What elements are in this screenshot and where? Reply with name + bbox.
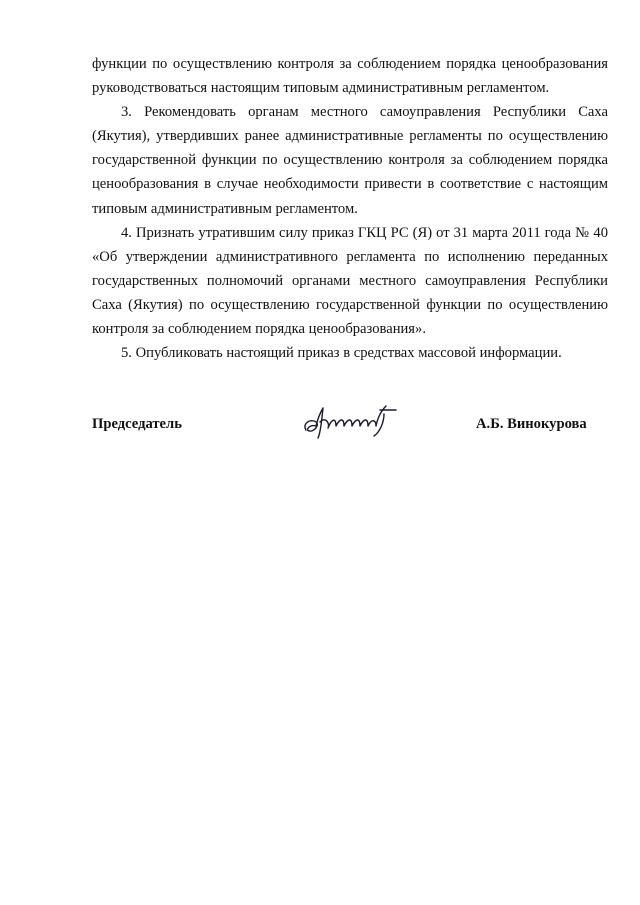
- signatory-name: А.Б. Винокурова: [476, 416, 587, 432]
- handwritten-signature: [300, 402, 404, 442]
- document-body: [92, 52, 608, 365]
- paragraph-item-3: 3. Рекомендовать органам местного самоуправления Республики Саха (Якутия), утвердивших ранее административные регламенты по осуществлению государственной функции по осуществлению контроля за соблюдением порядка ценообразования в случае необходимости привести в соответствие с настоящим типовым административным регламентом.: [92, 104, 608, 217]
- paragraph-item-5: 5. Опубликовать настоящий приказ в средствах массовой информации.: [121, 345, 562, 362]
- signature-block: [92, 410, 612, 450]
- paragraph-continuation: функции по осуществлению контроля за соблюдением порядка ценообразования руководствоваться настоящим типовым административным регламентом.: [92, 56, 608, 97]
- paragraph-item-4: 4. Признать утратившим силу приказ ГКЦ РС (Я) от 31 марта 2011 года № 40 «Об утверждении административного регламента по исполнению переданных государственных полномочий органами местного самоуправления Республики Саха (Якутия) по осуществлению государственной функции по осуществлению контроля за соблюдением порядка ценообразования».: [92, 224, 608, 338]
- signatory-title: Председатель: [92, 416, 182, 432]
